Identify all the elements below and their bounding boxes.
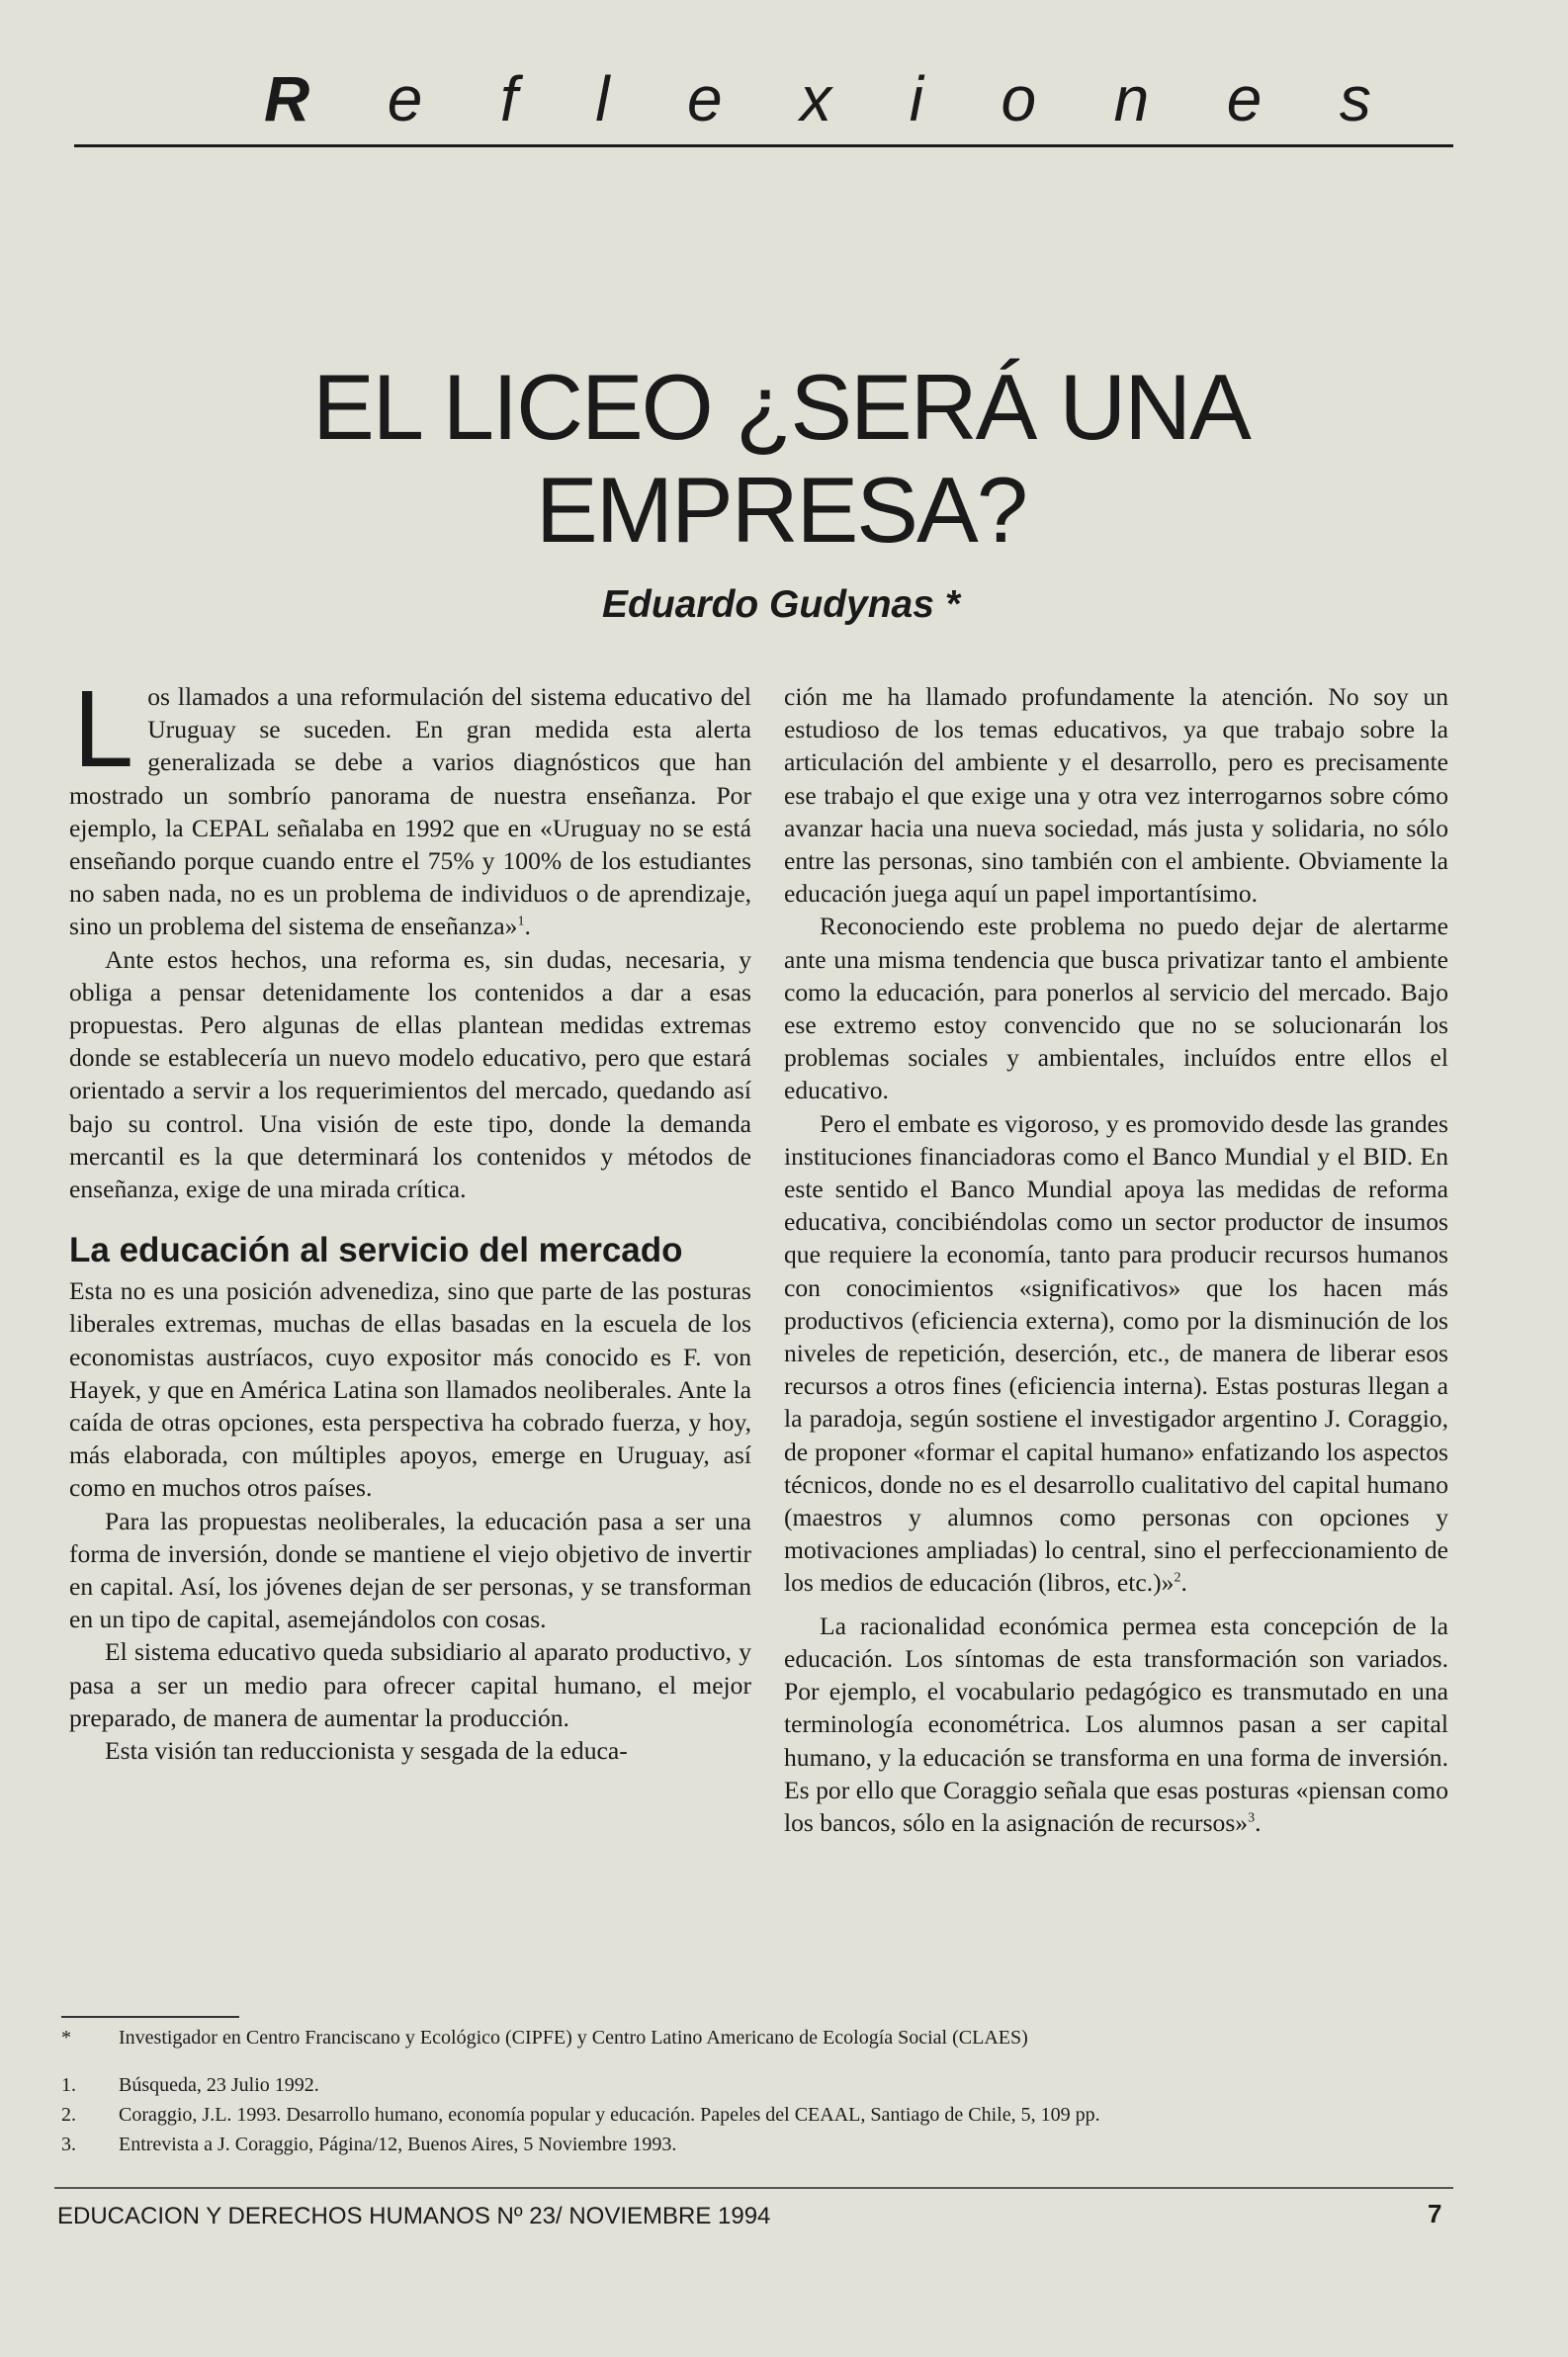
article-author: Eduardo Gudynas * [602, 583, 960, 626]
section-header [74, 63, 1453, 156]
section-letter: i [909, 63, 923, 134]
article-title: EL LICEO ¿SERÁ UNA EMPRESA? [312, 355, 1250, 562]
footnote [61, 2130, 1445, 2159]
left-column [69, 668, 751, 1767]
footnote-mark: 3. [61, 2134, 76, 2155]
paragraph: Reconociendo este problema no puedo dejar de alertarme ante una misma tendencia que busca privatizar tanto el ambiente como la educación, para ponerlos al servicio del mercado. Bajo ese extremo estoy convencido que no se solucionarán los problemas sociales y ambientales, incluídos entre ellos el educativo. [784, 912, 1448, 1105]
header-rule [74, 144, 1453, 147]
paragraph [69, 668, 751, 943]
footnote-ref: 2 [1174, 1570, 1181, 1586]
paragraph-text: . [524, 912, 531, 941]
paragraph: Ante estos hechos, una reforma es, sin dudas, necesaria, y obliga a pensar detenidamente los contenidos a dar a esas propuestas. Pero algunas de ellas plantean medidas extremas donde se establecería un nuevo modelo educativo, pero que estará orientado a servir a los requerimientos del mercado, quedando así bajo su control. Una visión de este tipo, donde la demanda mercantil es la que determinará los contenidos y métodos de enseñanza, exige de una mirada crítica. [69, 944, 751, 1204]
paragraph-text: La racionalidad económica permea esta concepción de la educación. Los síntomas de esta transformación son variados. Por ejemplo, el vocabulario pedagógico es transmutado en una terminología econométrica. Los alumnos pasan a ser capital humano, y la educación se transforma en una forma de inversión. Es por ello que Coraggio señala que esas posturas «piensan como los bancos, sólo en la asignación de recursos» [784, 1611, 1448, 1837]
footnote-mark: 2. [61, 2104, 76, 2126]
paragraph: Esta visión tan reduccionista y sesgada de la educa- [105, 1736, 628, 1766]
section-letter: R [264, 63, 310, 134]
footnotes [61, 2023, 1445, 2159]
subheading: La educación al servicio del mercado [69, 1231, 683, 1270]
paragraph-text: os llamados a una reformulación del sistema educativo del Uruguay se suceden. En gran medida esta alerta generalizada se debe a varios diagnósticos que han mostrado un sombrío panorama de nuestra enseñanza. Por ejemplo, la CEPAL señalaba en 1992 que en «Uruguay no se está enseñando porque cuando entre el 75% y 100% de los estudiantes no saben nada, no es un problema de individuos o de aprendizaje, sino un problema del sistema de enseñanza» [69, 682, 751, 941]
section-letter: e [387, 63, 423, 134]
section-letter: x [800, 63, 832, 134]
footnote [61, 2100, 1445, 2130]
paragraph [784, 1107, 1448, 1600]
footnote [61, 2070, 1445, 2100]
footnote-text: Investigador en Centro Franciscano y Ecológico (CIPFE) y Centro Latino Americano de Ecología Social (CLAES) [119, 2027, 1028, 2049]
paragraph-text: . [1255, 1807, 1262, 1837]
paragraph-text: . [1180, 1568, 1187, 1598]
section-letter: n [1113, 63, 1150, 134]
footnote-mark: 1. [61, 2074, 76, 2096]
section-letter: e [687, 63, 723, 134]
page-number: 7 [1428, 2199, 1442, 2228]
paragraph: Para las propuestas neoliberales, la educación pasa a ser una forma de inversión, donde se mantiene el viejo objetivo de invertir en capital. Así, los jóvenes dejan de ser personas, y se transforman en un tipo de capital, asemejándolos con cosas. [69, 1506, 751, 1634]
paragraph [784, 1610, 1448, 1839]
footnote-rule [61, 2016, 239, 2018]
section-letter: e [1226, 63, 1263, 134]
paragraph: Esta no es una posición advenediza, sino que parte de las posturas liberales extremas, muchas de ellas basadas en la escuela de los economistas austríacos, cuyo expositor más conocido es F. von Hayek, y que en América Latina son llamados neoliberales. Ante la caída de otras opciones, esta perspectiva ha cobrado fuerza, y hoy, más elaborada, con múltiples apoyos, emerge en Uruguay, así como en muchos otros países. [69, 1276, 751, 1503]
paragraph: ción me ha llamado profundamente la atención. No soy un estudioso de los temas educativos, ya que trabajo sobre la articulación del ambiente y el desarrollo, pero es precisamente ese trabajo el que exige una y otra vez interrogarnos sobre cómo avanzar hacia una nueva sociedad, más justa y solidaria, no sólo entre las personas, sino también con el ambiente. Obviamente la educación juega aquí un papel importantísimo. [784, 682, 1448, 909]
footnote-text: Coraggio, J.L. 1993. Desarrollo humano, economía popular y educación. Papeles del CEAAL, Santiago de Chile, 5, 109 pp. [119, 2104, 1100, 2126]
paragraph-text: Pero el embate es vigoroso, y es promovido desde las grandes instituciones financiadoras como el Banco Mundial y el BID. En este sentido el Banco Mundial apoya las medidas de reforma educativa, concibiéndolas como un sector productor de insumos que requiere la economía, tanto para producir recursos humanos con conocimientos «significativos» que los hacen más productivos (eficiencia externa), como por la disminución de los niveles de repetición, deserción, etc., de manera de liberar esos recursos a otros fines (eficiencia interna). Estas posturas llegan a la paradoja, según sostiene el investigador argentino J. Coraggio, de proponer «formar el capital humano» enfatizando los aspectos técnicos, donde no es el desarrollo cualitativo del capital humano (maestros y alumnos como personas con opciones y motivaciones ampliadas) lo central, sino el perfeccionamiento de los medios de educación (libros, etc.)» [784, 1108, 1448, 1598]
footnote-ref: 1 [517, 914, 525, 929]
section-letter: o [1001, 63, 1037, 134]
section-title [264, 63, 1371, 134]
footer-rule [54, 2187, 1453, 2189]
footnote [61, 2023, 1445, 2052]
footnote-mark: * [61, 2027, 71, 2049]
footnote-text: Búsqueda, 23 Julio 1992. [119, 2074, 319, 2096]
right-column [784, 680, 1448, 1839]
footnote-ref: 3 [1248, 1810, 1256, 1826]
footnote-text: Entrevista a J. Coraggio, Página/12, Buenos Aires, 5 Noviembre 1993. [119, 2134, 677, 2155]
section-letter: l [595, 63, 610, 134]
paragraph: El sistema educativo queda subsidiario al aparato productivo, y pasa a ser un medio para ofrecer capital humano, el mejor preparado, de manera de aumentar la producción. [69, 1637, 751, 1732]
section-letter: s [1339, 63, 1371, 134]
drop-cap: L [73, 668, 134, 790]
publication-footer: EDUCACION Y DERECHOS HUMANOS Nº 23/ NOVIEMBRE 1994 [57, 2203, 771, 2229]
section-letter: f [499, 63, 518, 134]
